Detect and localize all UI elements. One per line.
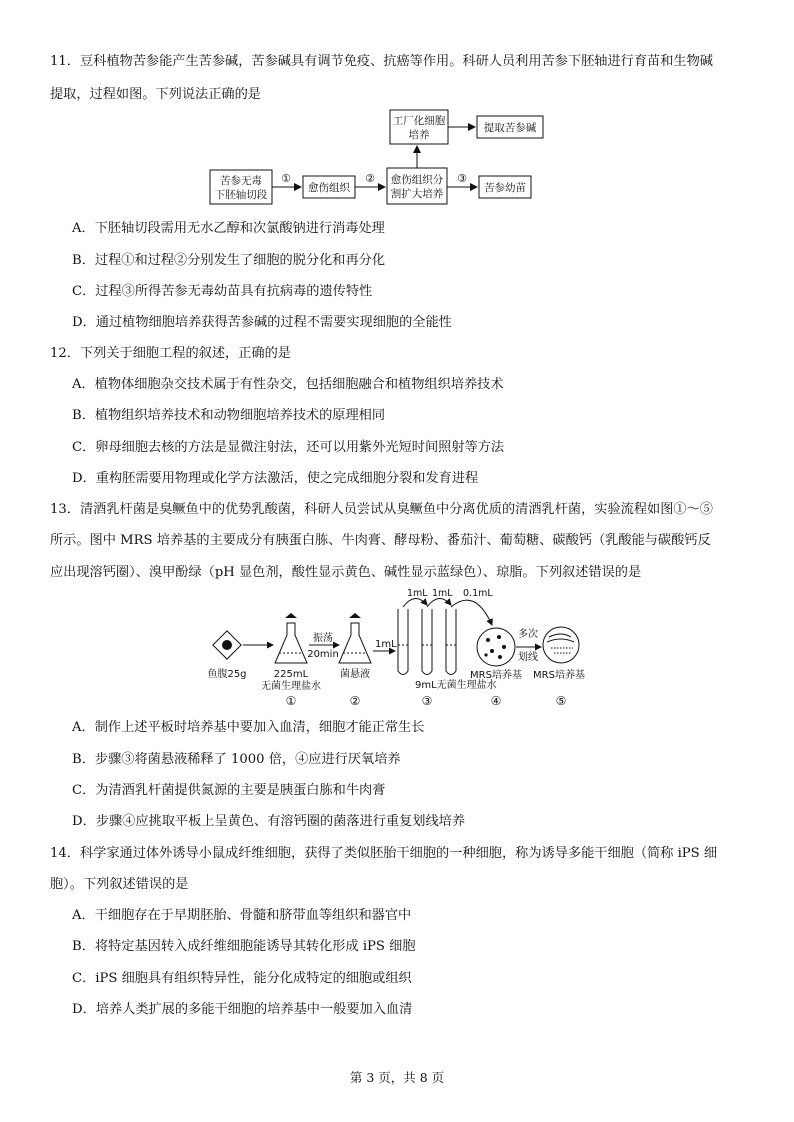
test-tube-2 bbox=[422, 609, 432, 675]
q12-option-d: D．重构胚需要用物理或化学方法激活，使之完成细胞分裂和发育进程 bbox=[72, 471, 479, 486]
flask-label: 无菌生理盐水 bbox=[261, 681, 321, 692]
petri-dish-1-icon bbox=[477, 628, 515, 666]
q13-stem-line-1: 13．清酒乳杆菌是臭鳜鱼中的优势乳酸菌，科研人员尝试从臭鳜鱼中分离优质的清酒乳杆菌，实验流程如图①～⑤ bbox=[50, 502, 713, 517]
flask-2-icon bbox=[339, 613, 371, 663]
step-1-label: ① bbox=[281, 172, 291, 185]
q13-option-c: C．为清酒乳杆菌提供氮源的主要是胰蛋白胨和牛肉膏 bbox=[72, 783, 386, 798]
box-callus: 愈伤组织 bbox=[308, 182, 350, 194]
petri-dish-2-icon bbox=[543, 627, 579, 663]
q13-option-d: D．步骤④应挑取平板上呈黄色、有溶钙圈的菌落进行重复划线培养 bbox=[72, 814, 466, 829]
q13-stem-line-3: 应出现溶钙圈）、溴甲酚绿（pH 显色剂，酸性显示黄色、碱性显示蓝绿色）、琼脂。下列叙述错误的是 bbox=[50, 565, 642, 580]
box-culture-line-2: 割扩大培养 bbox=[390, 188, 444, 200]
streak-label-2: 划线 bbox=[518, 652, 538, 663]
step-label-5: ⑤ bbox=[555, 694, 567, 708]
q14-stem-line-2: 胞）。下列叙述错误的是 bbox=[50, 877, 189, 892]
step-label-2: ② bbox=[349, 694, 361, 708]
flask-1-icon bbox=[275, 613, 307, 663]
q14-option-a: A．干细胞存在于早期胚胎、骨髓和脐带血等组织和器官中 bbox=[72, 908, 412, 923]
q13-experiment-diagram bbox=[205, 585, 585, 712]
q11-stem-line-2: 提取，过程如图。下列说法正确的是 bbox=[50, 87, 261, 102]
q11-option-a: A．下胚轴切段需用无水乙醇和次氯酸钠进行消毒处理 bbox=[72, 221, 385, 236]
q14-option-b: B．将特定基因转入成纤维细胞能诱导其转化形成 iPS 细胞 bbox=[72, 939, 416, 954]
shake-time: 20min bbox=[307, 649, 339, 660]
q11-option-b: B．过程①和过程②分别发生了细胞的脱分化和再分化 bbox=[72, 253, 386, 268]
test-tube-1 bbox=[398, 609, 408, 675]
box-factory-line-1: 工厂化细胞 bbox=[392, 115, 446, 127]
q11-process-diagram bbox=[205, 108, 565, 210]
step-label-3: ③ bbox=[421, 694, 433, 708]
top-1ml-b: 1mL bbox=[432, 588, 453, 599]
q12-option-c: C．卵母细胞去核的方法是显微注射法，还可以用紫外光短时间照射等方法 bbox=[72, 440, 505, 455]
step-2-label: ② bbox=[365, 172, 375, 185]
plate-label-2: MRS培养基 bbox=[533, 670, 585, 681]
q11-option-d: D．通过植物细胞培养获得苦参碱的过程不需要实现细胞的全能性 bbox=[72, 315, 452, 330]
test-tube-3 bbox=[446, 609, 456, 675]
top-1ml-a: 1mL bbox=[407, 588, 428, 599]
q12-option-b: B．植物组织培养技术和动物细胞培养技术的原理相同 bbox=[72, 408, 386, 423]
q13-stem-line-2: 所示。图中 MRS 培养基的主要成分有胰蛋白胨、牛肉膏、酵母粉、番茄汁、葡萄糖、碳酸钙（乳酸能与碳酸钙反 bbox=[50, 533, 711, 548]
q12-stem: 12．下列关于细胞工程的叙述，正确的是 bbox=[50, 346, 291, 361]
fish-label: 鱼腹25g bbox=[207, 669, 247, 680]
box-start-line-2: 下胚轴切段 bbox=[214, 189, 268, 201]
page-footer: 第 3 页，共 8 页 bbox=[349, 1070, 445, 1085]
q14-stem-line-1: 14．科学家通过体外诱导小鼠成纤维细胞，获得了类似胚胎干细胞的一种细胞，称为诱导多能干细胞（简称 iPS 细 bbox=[50, 846, 718, 861]
q14-option-c: C．iPS 细胞具有组织特异性，能分化成特定的细胞或组织 bbox=[72, 971, 412, 986]
q12-option-a: A．植物体细胞杂交技术属于有性杂交，包括细胞融合和植物组织培养技术 bbox=[72, 377, 504, 392]
top-0-1ml: 0.1mL bbox=[463, 588, 493, 599]
step-label-1: ① bbox=[285, 694, 297, 708]
step-label-4: ④ bbox=[490, 694, 502, 708]
box-seedling: 苦参幼苗 bbox=[484, 182, 526, 194]
streak-label-1: 多次 bbox=[518, 629, 538, 640]
q11-stem-line-1: 11．豆科植物苦参能产生苦参碱，苦参碱具有调节免疫、抗癌等作用。科研人员利用苦参下胚轴进行育苗和生物碱 bbox=[50, 54, 713, 69]
suspension-label: 菌悬液 bbox=[340, 669, 370, 680]
q13-option-b: B．步骤③将菌悬液稀释了 1000 倍，④应进行厌氧培养 bbox=[72, 752, 401, 767]
shake-label: 振荡 bbox=[313, 633, 333, 644]
box-extract: 提取苦参碱 bbox=[483, 122, 537, 134]
q14-option-d: D．培养人类扩展的多能干细胞的培养基中一般要加入血清 bbox=[72, 1002, 413, 1017]
q11-option-c: C．过程③所得苦参无毒幼苗具有抗病毒的遗传特性 bbox=[72, 284, 373, 299]
tube-label: 9mL无菌生理盐水 bbox=[415, 680, 497, 691]
flask-volume: 225mL bbox=[273, 669, 309, 680]
plate-label-1: MRS培养基 bbox=[470, 670, 522, 681]
fish-sample-icon bbox=[213, 631, 241, 659]
box-start-line-1: 苦参无毒 bbox=[220, 175, 262, 187]
box-factory-line-2: 培养 bbox=[408, 129, 430, 141]
transfer-1ml: 1mL bbox=[375, 639, 397, 650]
box-culture-line-1: 愈伤组织分 bbox=[390, 174, 444, 186]
step-3-label: ③ bbox=[457, 172, 467, 185]
q13-option-a: A．制作上述平板时培养基中要加入血清，细胞才能正常生长 bbox=[72, 720, 425, 735]
